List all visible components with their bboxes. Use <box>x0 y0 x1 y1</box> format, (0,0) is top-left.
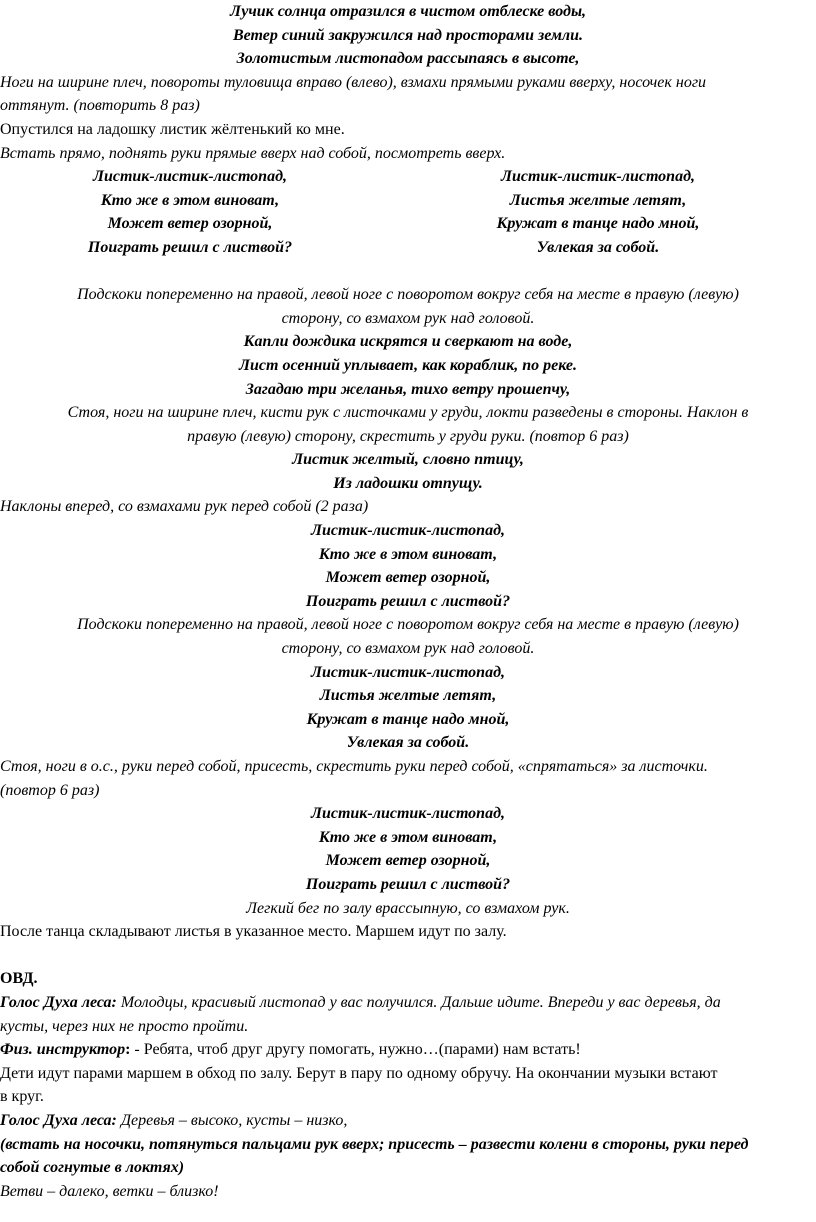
dialogue-line <box>0 1038 816 1062</box>
verse-line: Поиграть решил с листвой? <box>305 592 511 610</box>
text-line: Дети идут парами маршем в обход по залу. Берут в пару по одному обручу. На окончании музыки встают <box>0 1064 718 1082</box>
instruction-line: (встать на носочки, потянуться пальцами рук вверх; присесть – развести колени в стороны, руки перед <box>0 1135 749 1153</box>
verse-line: Поиграть решил с листвой? <box>305 875 511 893</box>
verse-line: Может ветер озорной, <box>325 569 491 587</box>
verse-line: Листик-листик-листопад, <box>92 168 288 186</box>
verse-line: Листья желтые летят, <box>509 191 687 209</box>
verse-line: Кто же в этом виноват, <box>100 191 280 209</box>
verse-line: Листик-листик-листопад, <box>500 168 696 186</box>
instruction-line: правую (левую) сторону, скрестить у груди руки. (повтор 6 раз) <box>187 427 629 445</box>
verse-line: Капли дождика искрятся и сверкают на воде, <box>243 333 573 351</box>
verse-line: Поиграть решил с листвой? <box>87 238 293 256</box>
text-line: Опустился на ладошку листик жёлтенький ко мне. <box>0 120 345 138</box>
verse-line: Лучик солнца отразился в чистом отблеске воды, <box>229 3 587 20</box>
dialogue-text: кусты, через них не просто пройти. <box>0 1017 249 1035</box>
verse-column-left <box>0 165 380 259</box>
verse-line: Кружат в танце надо мной, <box>306 710 510 728</box>
instruction-line: Подскоки попеременно на правой, левой ноге с поворотом вокруг себя на месте в правую (левую) <box>77 286 739 304</box>
verse-line: Листик-листик-листопад, <box>310 805 506 823</box>
speaker-label: Голос Духа леса: <box>0 993 117 1011</box>
section-heading: ОВД. <box>0 970 38 988</box>
speaker-colon: : <box>125 1041 131 1059</box>
instruction-line: Ноги на ширине плеч, повороты туловища вправо (влево), взмахи прямыми руками вверху, носочек ноги <box>0 73 707 91</box>
dialogue-line <box>0 991 816 1015</box>
spacer <box>0 944 816 968</box>
text-line: Ветви – далеко, ветки – близко! <box>0 1182 219 1200</box>
verse-line: Листья желтые летят, <box>319 687 497 705</box>
verse-line: Лист осенний уплывает, как кораблик, по реке. <box>239 356 577 374</box>
instruction-line: сторону, со взмахом рук над головой. <box>281 309 535 327</box>
speaker-label: Голос Духа леса: <box>0 1111 117 1129</box>
verse-line: Кто же в этом виноват, <box>318 545 498 563</box>
spacer <box>0 260 816 284</box>
verse-column-right <box>380 165 816 259</box>
speaker-label: Физ. инструктор <box>0 1041 126 1059</box>
verse-line: Листик-листик-листопад, <box>310 522 506 540</box>
instruction-line: оттянут. (повторить 8 раз) <box>0 97 200 115</box>
verse-line: Увлекая за собой. <box>346 734 470 752</box>
instruction-line: собой согнутые в локтях) <box>0 1159 185 1177</box>
two-column-verse <box>0 165 816 259</box>
verse-line: Загадаю три желанья, тихо ветру прошепчу, <box>245 380 571 398</box>
verse-line: Кружат в танце надо мной, <box>496 215 700 233</box>
instruction-line: Встать прямо, поднять руки прямые вверх над собой, посмотреть вверх. <box>0 144 506 162</box>
instruction-line: Легкий бег по залу врассыпную, со взмахом рук. <box>246 899 570 917</box>
verse-line: Листик желтый, словно птицу, <box>292 451 524 469</box>
verse-line: Листик-листик-листопад, <box>310 663 506 681</box>
verse-line: Ветер синий закружился над просторами земли. <box>232 26 584 44</box>
instruction-line: Наклоны вперед, со взмахами рук перед собой (2 раза) <box>0 498 369 516</box>
verse-line: Золотистым листопадом рассыпаясь в высоте, <box>236 50 580 68</box>
text-line: в круг. <box>0 1088 44 1106</box>
dialogue-text: Деревья – высоко, кусты – низко, <box>116 1111 348 1129</box>
dialogue-text: - Ребята, чтоб друг другу помогать, нужно…(парами) нам встать! <box>130 1041 581 1059</box>
instruction-line: (повтор 6 раз) <box>0 781 100 799</box>
verse-line: Может ветер озорной, <box>325 852 491 870</box>
instruction-line: Стоя, ноги на ширине плеч, кисти рук с листочками у груди, локти разведены в стороны. Наклон в <box>67 404 749 422</box>
instruction-line: Стоя, ноги в о.с., руки перед собой, присесть, скрестить руки перед собой, «спрятаться» за листочки. <box>0 758 708 775</box>
instruction-line: Подскоки попеременно на правой, левой ноге с поворотом вокруг себя на месте в правую (левую) <box>77 616 739 634</box>
verse-line: Может ветер озорной, <box>107 215 273 233</box>
instruction-line: сторону, со взмахом рук над головой. <box>281 640 535 658</box>
text-line: После танца складывают листья в указанное место. Маршем идут по залу. <box>0 923 507 941</box>
dialogue-line <box>0 1109 816 1133</box>
verse-line: Увлекая за собой. <box>536 238 660 256</box>
verse-line: Из ладошки отпущу. <box>333 474 483 492</box>
verse-line: Кто же в этом виноват, <box>318 828 498 846</box>
dialogue-text: Молодцы, красивый листопад у вас получился. Дальше идите. Впереди у вас деревья, да <box>116 993 721 1011</box>
